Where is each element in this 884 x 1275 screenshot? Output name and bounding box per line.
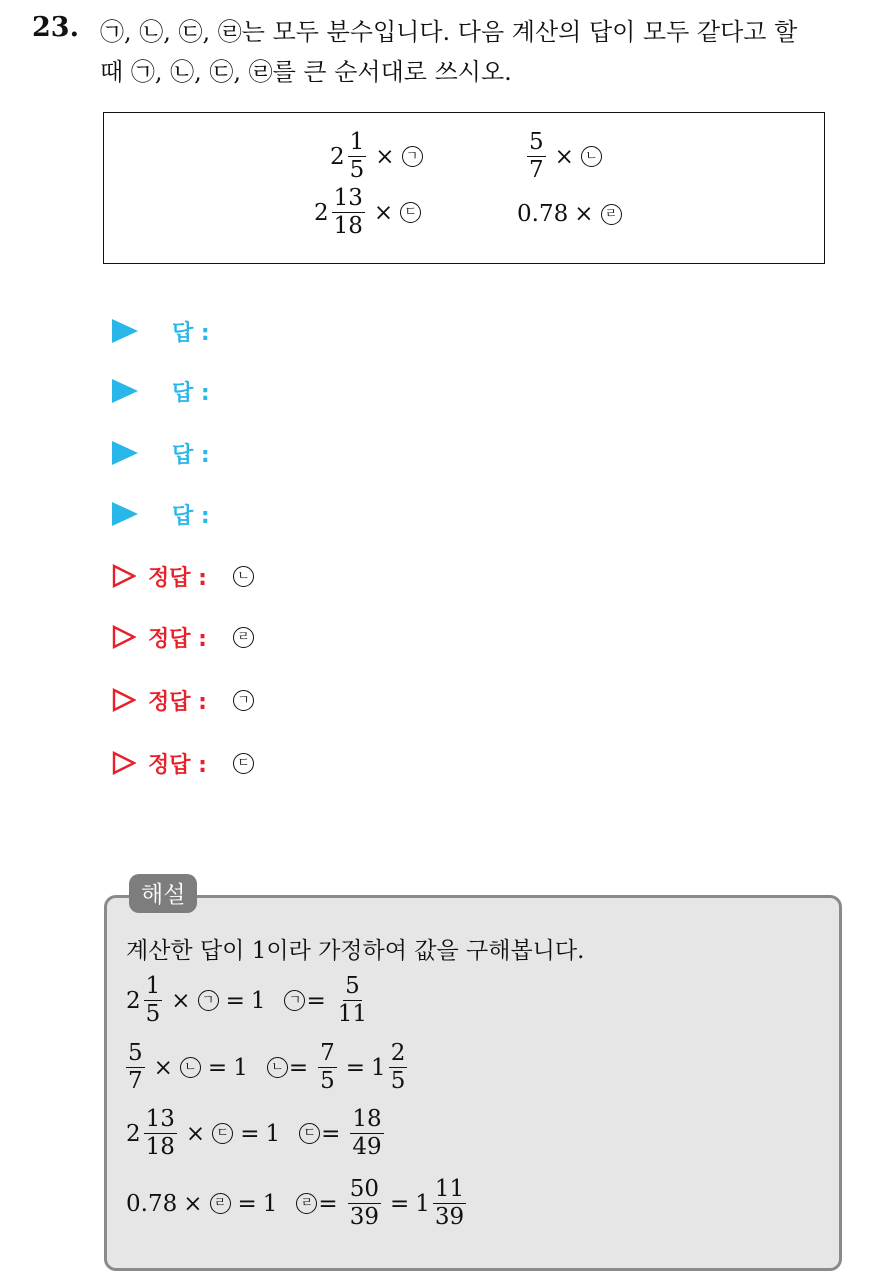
answer-key-row-1: 정답 : ㄴ: [112, 560, 255, 592]
expr-a: 2 $\frac{1}{5}$ × ㄱ: [330, 131, 424, 182]
circled-giyeok-symbol: ㄱ: [198, 990, 219, 1011]
play-arrow-icon: [112, 319, 138, 343]
fraction: $\frac{1}{5}$: [349, 129, 365, 183]
fraction: $\frac{5}{11}$: [337, 973, 368, 1027]
fraction: $\frac{1}{5}$: [145, 973, 161, 1027]
triangle-outline-icon: [112, 564, 136, 588]
fraction: $\frac{2}{5}$: [390, 1040, 406, 1094]
play-arrow-icon: [112, 379, 138, 403]
fraction: $\frac{50}{39}$: [349, 1176, 379, 1230]
expr-c: 2 $\frac{13}{18}$ × ㄷ: [314, 187, 422, 238]
solution-line-2: $\frac{5}{7}$ × ㄴ = 1 ㄴ = $\frac{7}{5}$ = 1 $\frac{2}{5}$: [128, 1040, 406, 1094]
circled-giyeok-symbol: ㄱ: [402, 146, 423, 167]
answer-row-4: 답 :: [112, 499, 210, 529]
problem-box: [103, 112, 825, 264]
question-number: 23.: [32, 12, 79, 43]
circled-rieul-symbol: ㄹ: [210, 1193, 231, 1214]
fraction: $\frac{5}{7}$: [529, 129, 544, 183]
fraction: $\frac{11}{39}$: [434, 1176, 465, 1230]
fraction: $\frac{7}{5}$: [320, 1040, 335, 1094]
fraction: $\frac{13}{18}$: [145, 1106, 175, 1160]
answer-key-row-2: 정답 : ㄹ: [112, 621, 255, 653]
fraction: $\frac{18}{49}$: [352, 1106, 382, 1160]
answer-key-value: ㄱ: [233, 690, 254, 711]
answer-key-value: ㄴ: [233, 566, 254, 587]
answer-key-row-3: 정답 : ㄱ: [112, 684, 255, 716]
circled-nieun-symbol: ㄴ: [180, 1057, 201, 1078]
answer-key-row-4: 정답 : ㄷ: [112, 747, 255, 779]
answer-key-value: ㄹ: [233, 627, 254, 648]
answer-row-2: 답 :: [112, 376, 210, 406]
triangle-outline-icon: [112, 625, 136, 649]
question-text-line-1: ㉠, ㉡, ㉢, ㉣는 모두 분수입니다. 다음 계산의 답이 모두 같다고 할: [100, 18, 798, 46]
circled-digeut-symbol: ㄷ: [299, 1123, 320, 1144]
expr-d: 0.78 × ㄹ: [517, 201, 623, 227]
circled-digeut-symbol: ㄷ: [400, 202, 421, 223]
circled-rieul-symbol: ㄹ: [296, 1193, 317, 1214]
play-arrow-icon: [112, 441, 138, 465]
solution-line-4: 0.78 × ㄹ = 1 ㄹ = $\frac{50}{39}$ = 1 $\frac{11}{39}$: [126, 1176, 465, 1230]
solution-intro: 계산한 답이 1이라 가정하여 값을 구해봅니다.: [126, 938, 585, 964]
solution-tag: 해설: [129, 874, 197, 913]
circled-digeut-symbol: ㄷ: [212, 1123, 233, 1144]
question-text: [100, 12, 870, 92]
circled-giyeok-symbol: ㄱ: [284, 990, 305, 1011]
circled-rieul-symbol: ㄹ: [601, 204, 622, 225]
fraction: $\frac{5}{7}$: [128, 1040, 143, 1094]
solution-line-3: 2 $\frac{13}{18}$ × ㄷ = 1 ㄷ = $\frac{18}{49}$: [126, 1106, 382, 1160]
answer-key-value: ㄷ: [233, 753, 254, 774]
solution-line-1: 2 $\frac{1}{5}$ × ㄱ = 1 ㄱ = $\frac{5}{11}$: [126, 973, 368, 1027]
triangle-outline-icon: [112, 751, 136, 775]
question-text-line-2: 때 ㉠, ㉡, ㉢, ㉣를 큰 순서대로 쓰시오.: [100, 58, 512, 86]
circled-nieun-symbol: ㄴ: [581, 146, 602, 167]
circled-nieun-symbol: ㄴ: [267, 1057, 288, 1078]
fraction: $\frac{13}{18}$: [333, 185, 363, 239]
triangle-outline-icon: [112, 688, 136, 712]
answer-row-1: 답 :: [112, 316, 210, 346]
play-arrow-icon: [112, 502, 138, 526]
expr-b: $\frac{5}{7}$ × ㄴ: [524, 131, 603, 182]
answer-row-3: 답 :: [112, 438, 210, 468]
